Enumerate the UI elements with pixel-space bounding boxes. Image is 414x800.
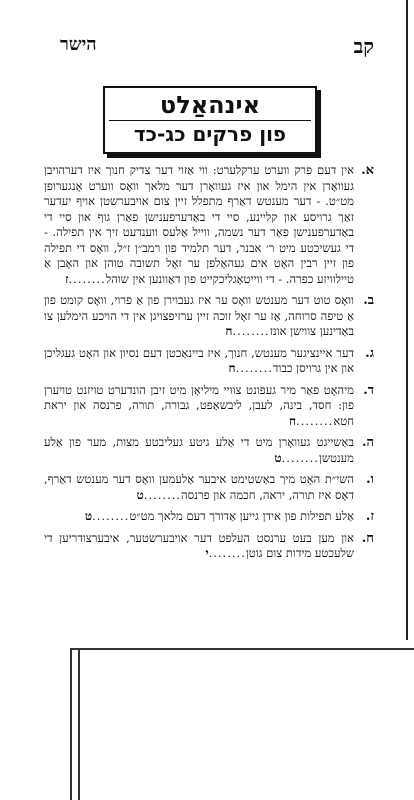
entry-text: דער איינציגער מענטש, חנוך, איז ביינאַכטן דעם נסיון און האָט געגליכן און אין גרויסן כבוד [44,345,354,375]
table-of-contents [44,163,374,568]
binding-margin [0,648,414,800]
toc-entry [44,435,374,466]
entry-page: ט [136,487,144,502]
dot-leader: ........ [281,450,319,465]
contents-subtitle: פון פרקים כג-כד [109,120,311,147]
dot-leader: ........ [296,413,334,428]
dot-leader: ........ [92,509,130,523]
entry-body [44,346,354,377]
page-bottom-edge [70,648,414,650]
entry-page: ט [274,450,282,465]
toc-entry [44,293,374,340]
entry-body [44,163,354,287]
entry-text: אַלע תפילות פון אידן גייען אַדורך דעם מלאך מט״ט [129,509,354,523]
entry-letter: ז. [365,509,374,524]
entry-text: השי״ת האָט מיך באַשטימט איבער אַלעמען וואָס דער מענטש דאַרף, דאָס איז תורה, יראה, חכמה און פרנסה [44,472,354,502]
page-number: קב [353,34,374,58]
contents-title: אינהאַלט [159,91,261,119]
entry-body [44,383,354,430]
entry-page: ח [228,361,236,375]
entry-text: מיהאָט פאַר מיר געפונט צוויי מיליאָן מיט זיבן הונדערט טויזנט טויערן פון: חסד, בינה, לעבן, ליבשאַפט, גבורה, תורה, פרנסה און יראת חטא [44,382,354,428]
entry-letter: ו. [366,472,374,487]
dot-leader: ........ [143,487,182,502]
binding-line [78,648,80,800]
entry-letter: ב. [363,293,374,308]
entry-text: וואָס טוט דער מענטש וואָס ער איז געבוירן פון אַ פרוי, וואָס קומט פון אַ טיפה סרוחה, אַז ער זאָל זוכה זיין ערזיפצויגן אין די הויכע הימלען צו באַדינען צווישן אונז [44,293,354,338]
toc-entry [44,472,374,503]
dot-leader: ........ [68,271,106,286]
entry-letter: א. [361,163,374,178]
page-header [60,34,374,58]
running-title: הישר [60,34,97,55]
entry-text: אין דעם פרק ווערט ערקלערט: ווי אַזוי דער צדיק חנוך איז דערהויבן געוואָרן אין הימל און איז געוואָרן דער מלאך וואָס ווערט אָנגערופן מט״ט. - דער מענטש דאַרף מתפלל זיין צום אויבערשטן אויף יעדער זאַך גרויסע און קליינע, סיי די באַדערפענישן פאַרן גוף און סיי די באַדערפענישן פאַר דער נשמה, ווייל אַלעס ווענדעט זיך אין תפילה. - די געשיכטע מיט ר׳ אבנר, דער תלמיד פון רמב״ן ז״ל, וואָס די תפילה פון זיין רבין האָט אים געהאָלפן ער זאָל תשובה טוהן און האָבן אַ טיילוויזע כפרה. - די ווייטאָגליכקייט פון דאַוונען אין שוהל [44,163,354,286]
entry-letter: ה. [361,435,374,450]
entry-page: ח [225,324,233,338]
toc-entry [44,163,374,287]
entry-page: ט [84,509,93,523]
entry-letter: ד. [363,382,374,398]
entry-body [44,531,354,562]
entry-page: י [205,546,209,560]
entry-body [44,472,354,503]
entry-text: באַשייגט געוואָרן מיט די אַלע גיטע געליבטע מצות, מער פון אַלע מענטשן [44,435,354,465]
toc-entry [44,383,374,430]
page-edge-rule [406,0,408,640]
entry-body [44,509,354,525]
toc-entry [44,346,374,377]
dot-leader: ........ [235,361,273,375]
entry-body [44,435,354,466]
entry-page: ז [65,271,69,286]
entry-page: ח [288,413,297,428]
title-box [103,86,317,154]
entry-text: און מען בעט ערנסט העלפט דער אויבערשטער, איבערצודריען די שלעכטע מידות צום גוטן [44,530,354,560]
toc-entry [44,531,374,562]
dot-leader: ........ [208,546,246,560]
entry-letter: ג. [365,345,374,361]
binding-line [70,648,72,800]
dot-leader: ........ [232,324,270,338]
toc-entry [44,509,374,525]
entry-letter: ח. [361,530,374,546]
entry-body [44,293,354,340]
